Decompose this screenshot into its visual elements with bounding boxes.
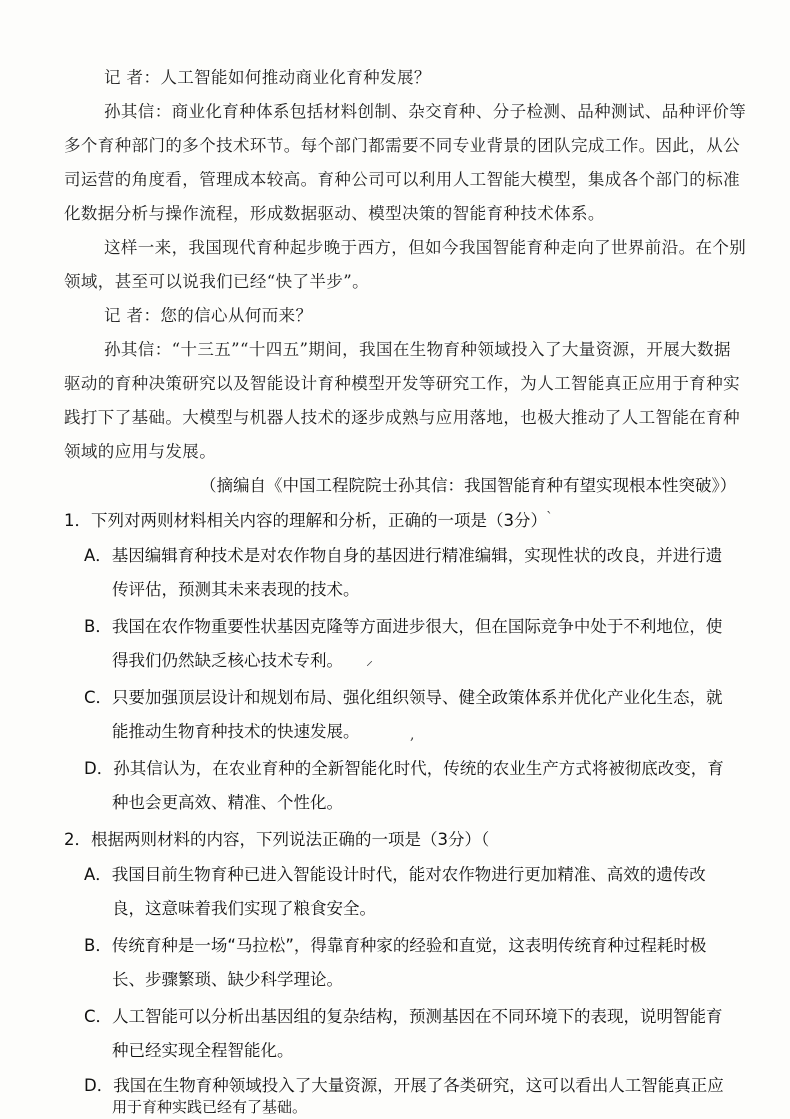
answer-1-line-2: 多个育种部门的多个技术环节。每个部门都需要不同专业背景的团队完成工作。因此，从公 [64, 136, 740, 155]
pen-mark-1: ` [546, 510, 553, 526]
source-citation: （摘编自《中国工程院院士孙其信：我国智能育种有望实现根本性突破》） [200, 476, 737, 495]
q2-option-c-line-1: C．人工智能可以分析出基因组的复杂结构，预测基因在不同环境下的表现，说明智能育 [84, 1007, 723, 1026]
answer-2-line-1 [104, 342, 731, 359]
answer-2-line-2: 驱动的育种决策研究以及智能设计育种模型开发等研究工作，为人工智能真正应用于育种实 [64, 374, 740, 393]
answer-1-line-4: 化数据分析与操作流程，形成数据驱动、模型决策的智能育种技术体系。 [64, 204, 605, 223]
answer-1-text-1: 商业化育种体系包括材料创制、杂交育种、分子检测、品种测试、品种评价等 [171, 102, 747, 121]
q2-option-d-line-2: 用于育种实践已经有了基础。 [112, 1098, 308, 1116]
question-1-stem: 1．下列对两则材料相关内容的理解和分析，正确的一项是（3分） [64, 511, 547, 530]
q1-option-a-line-1: A．基因编辑育种技术是对农作物自身的基因进行精准编辑，实现性状的改良，并进行遗 [84, 546, 723, 565]
reporter-question-2: 您的信心从何而来？ [160, 306, 313, 325]
q1-option-d-line-2: 种也会更高效、精准、个性化。 [112, 793, 343, 812]
answer-2-line-3: 践打下了基础。大模型与机器人技术的逐步成熟与应用落地，也极大推动了人工智能在育种 [64, 408, 740, 427]
q1-option-a-line-2: 传评估，预测其未来表现的技术。 [112, 580, 360, 599]
paragraph-2-line-1: 这样一来，我国现代育种起步晚于西方，但如今我国智能育种走向了世界前沿。在个别 [104, 238, 747, 257]
q1-option-d-line-1: D．孙其信认为，在农业育种的全新智能化时代，传统的农业生产方式将被彻底改变，育 [84, 759, 724, 778]
q1-option-c-line-1: C．只要加强顶层设计和规划布局、强化组织领导、健全政策体系并优化产业化生态，就 [84, 688, 723, 707]
answer-1-line-3: 司运营的角度看，管理成本较高。育种公司可以利用人工智能大模型，集成各个部门的标准 [64, 170, 740, 189]
q2-option-b-line-1: B．传统育种是一场“马拉松”，得靠育种家的经验和直觉，这表明传统育种过程耗时极 [84, 936, 707, 955]
q2-option-d-line-1: D．我国在生物育种领域投入了大量资源，开展了各类研究，这可以看出人工智能真正应 [84, 1076, 724, 1095]
interviewee-label-2: 孙其信： [104, 340, 172, 359]
q1-option-b-line-1: B．我国在农作物重要性状基因克隆等方面进步很大，但在国际竞争中处于不利地位，使 [84, 617, 723, 636]
q2-option-c-line-2: 种已经实现全程智能化。 [112, 1041, 294, 1060]
pen-mark-2: ⸝ [366, 653, 373, 669]
question-1-line [104, 70, 431, 87]
pen-mark-3: , [410, 727, 415, 743]
q2-option-b-line-2: 长、步骤繁琐、缺少科学理论。 [112, 970, 343, 989]
q2-option-a-line-1: A．我国目前生物育种已进入智能设计时代，能对农作物进行更加精准、高效的遗传改 [84, 865, 706, 884]
reporter-label-2: 记 者： [104, 306, 161, 325]
reporter-label: 记 者： [104, 68, 161, 87]
question-2-line [104, 308, 312, 325]
paragraph-2-line-2: 领域，甚至可以说我们已经“快了半步”。 [64, 272, 369, 291]
reporter-question-1: 人工智能如何推动商业化育种发展？ [160, 68, 431, 87]
q2-option-a-line-2: 良，这意味着我们实现了粮食安全。 [112, 899, 376, 918]
answer-2-text-1: “十三五”“十四五”期间，我国在生物育种领域投入了大量资源，开展大数据 [171, 340, 731, 359]
question-2-stem: 2．根据两则材料的内容，下列说法正确的一项是（3分）（ [64, 830, 490, 849]
answer-2-line-4: 领域的应用与发展。 [64, 442, 217, 461]
answer-1-line-1 [104, 104, 746, 121]
q1-option-b-line-2: 得我们仍然缺乏核心技术专利。 [112, 651, 343, 670]
q1-option-c-line-2: 能推动生物育种技术的快速发展。 [112, 722, 360, 741]
interviewee-label: 孙其信： [104, 102, 172, 121]
